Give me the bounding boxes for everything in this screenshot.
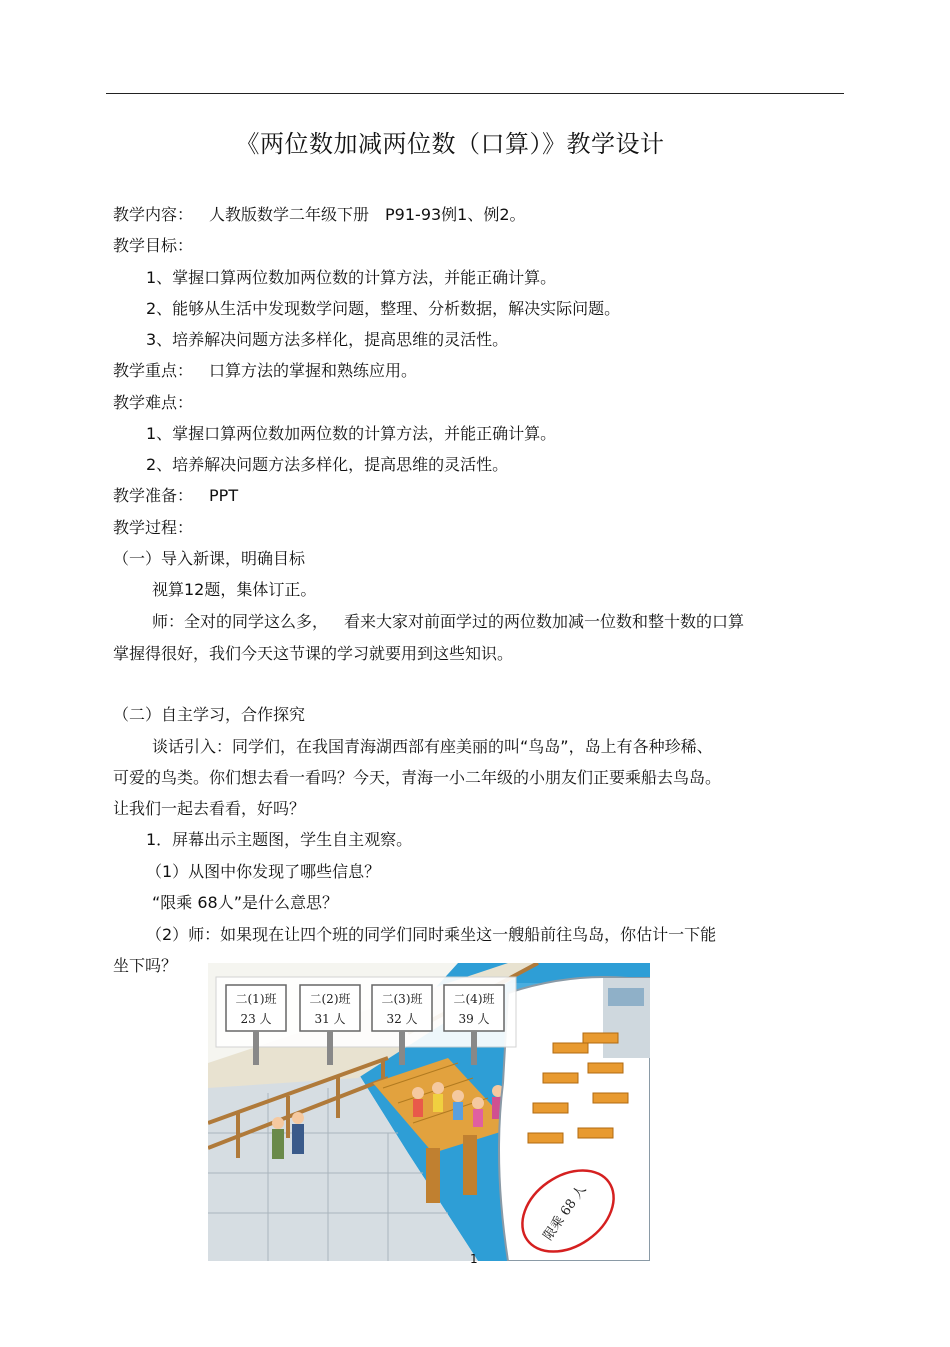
section1-paragraph: 掌握得很好，我们今天这节课的学习就要用到这些知识。 [113, 644, 514, 663]
boat-capacity-label: 限乘 68 人 [540, 1182, 590, 1244]
section1-paragraph [152, 612, 744, 632]
question-2-cont: 坐下吗？ [113, 956, 178, 975]
illustration-drawing [208, 963, 650, 1261]
class-sign-count: 39 人 [458, 1012, 490, 1026]
question-1b: “限乘 68人”是什么意思？ [152, 893, 339, 912]
section2-paragraph: 谈话引入：同学们，在我国青海湖西部有座美丽的叫“鸟岛”，岛上有各种珍稀、 [152, 737, 713, 756]
content-line [113, 205, 526, 225]
difficulty-item: 1、掌握口算两位数加两位数的计算方法，并能正确计算。 [146, 424, 557, 443]
class-sign-count: 32 人 [386, 1012, 418, 1026]
goals-label: 教学目标： [113, 236, 194, 255]
difficulty-label: 教学难点： [113, 393, 194, 412]
key-point-line [113, 361, 417, 381]
content-value: 人教版数学二年级下册 [209, 205, 370, 224]
goal-item: 2、能够从生活中发现数学问题，整理、分析数据，解决实际问题。 [146, 299, 621, 318]
theme-illustration [208, 963, 650, 1261]
content-pages: P91-93例1、例2。 [385, 205, 526, 224]
difficulty-item: 2、培养解决问题方法多样化，提高思维的灵活性。 [146, 455, 509, 474]
section1-heading: （一）导入新课，明确目标 [113, 549, 306, 568]
class-sign-count: 31 人 [314, 1012, 346, 1026]
question-2: （2）师：如果现在让四个班的同学们同时乘坐这一艘船前往鸟岛，你估计一下能 [146, 925, 717, 944]
section2-paragraph: 1．屏幕出示主题图，学生自主观察。 [146, 830, 413, 849]
question-1: （1）从图中你发现了哪些信息？ [146, 862, 381, 881]
prep-label: 教学准备： [113, 486, 194, 505]
page-title: 《两位数加减两位数（口算）》教学设计 [235, 130, 665, 158]
goal-item: 3、培养解决问题方法多样化，提高思维的灵活性。 [146, 330, 509, 349]
section1-paragraph: 视算12题，集体订正。 [152, 580, 317, 599]
class-sign-name: 二(4)班 [453, 992, 495, 1006]
teacher-remark-b: 看来大家对前面学过的两位数加减一位数和整十数的口算 [344, 612, 745, 631]
goal-item: 1、掌握口算两位数加两位数的计算方法，并能正确计算。 [146, 268, 557, 287]
key-point-value: 口算方法的掌握和熟练应用。 [209, 361, 418, 380]
class-sign-name: 二(2)班 [309, 992, 351, 1006]
section2-heading: （二）自主学习，合作探究 [113, 705, 306, 724]
teacher-remark-a: 师：全对的同学这么多， [152, 612, 329, 631]
class-sign-name: 二(1)班 [235, 992, 277, 1006]
section2-paragraph: 可爱的鸟类。你们想去看一看吗？今天，青海一小二年级的小朋友们正要乘船去鸟岛。 [113, 768, 722, 787]
prep-value: PPT [209, 486, 239, 505]
key-point-label: 教学重点： [113, 361, 194, 380]
header-rule [106, 93, 844, 94]
process-label: 教学过程： [113, 518, 194, 537]
prep-line [113, 486, 238, 506]
section2-paragraph: 让我们一起去看看，好吗？ [113, 799, 306, 818]
content-label: 教学内容： [113, 205, 194, 224]
class-sign-name: 二(3)班 [381, 992, 423, 1006]
class-sign-count: 23 人 [240, 1012, 272, 1026]
page-number: 1 [470, 1252, 478, 1266]
